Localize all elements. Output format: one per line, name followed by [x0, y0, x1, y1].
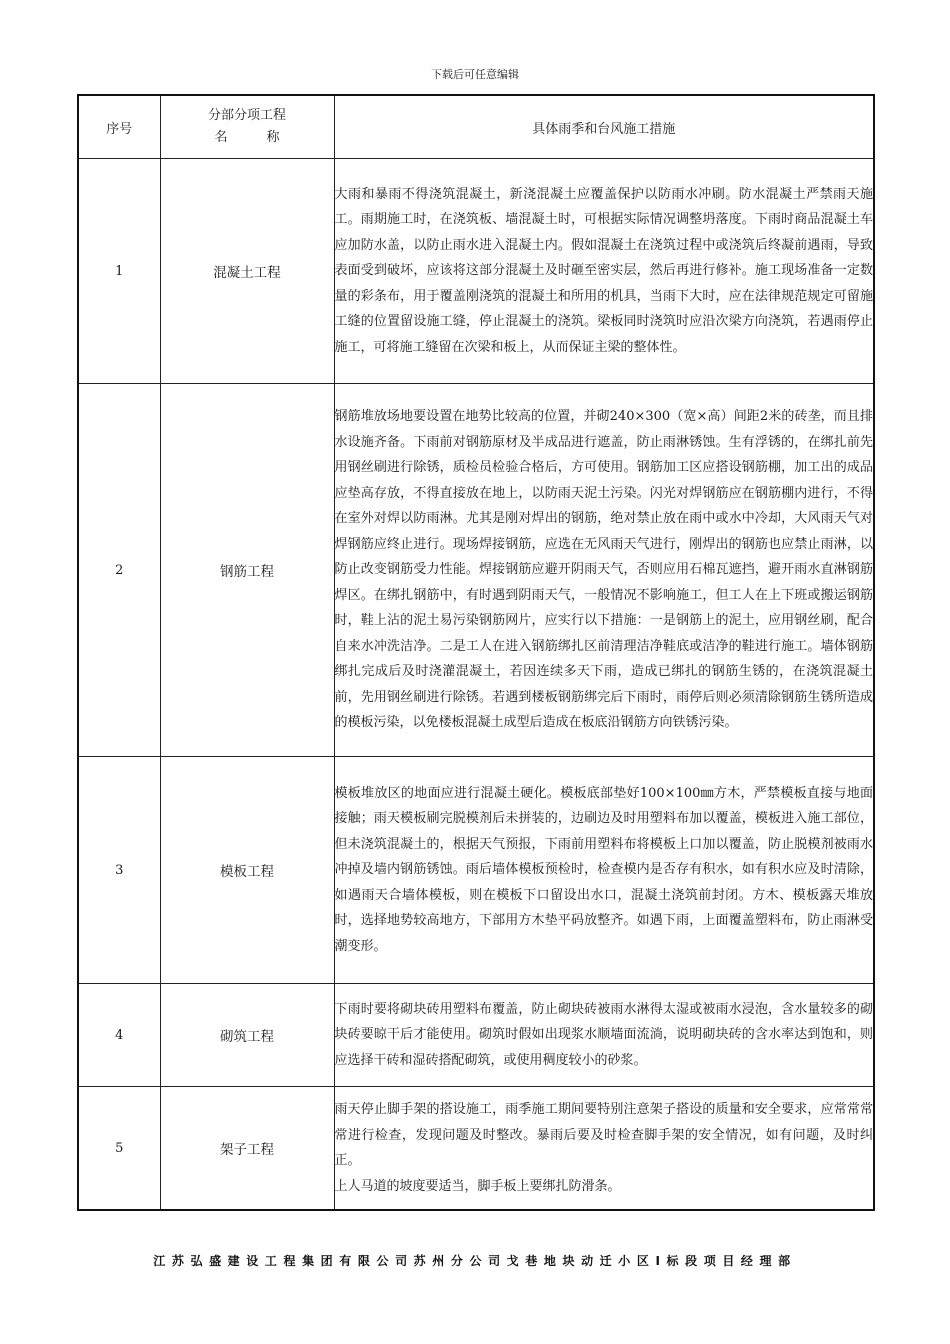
row-seq: 5: [78, 1087, 160, 1211]
row-name: 架子工程: [160, 1087, 334, 1211]
row-name: 砌筑工程: [160, 984, 334, 1087]
row-name: 模板工程: [160, 757, 334, 984]
header-name-line1: 分部分项工程: [207, 108, 286, 123]
table-row: [78, 384, 874, 757]
row-seq: 3: [78, 757, 160, 984]
row-measures: [334, 1087, 874, 1211]
row-measures: [334, 384, 874, 757]
row-seq: 1: [78, 159, 160, 384]
table-header-row: [78, 95, 874, 159]
measure-paragraph: 上人马道的坡度要适当，脚手板上要绑扎防滑条。: [334, 1178, 621, 1194]
construction-measures-table: [77, 94, 875, 1211]
row-measures: [334, 984, 874, 1087]
row-name: 混凝土工程: [160, 159, 334, 384]
measure-paragraph: 钢筋堆放场地要设置在地势比较高的位置，并砌240×300（宽×高）间距2米的砖垄，而且排水设施齐备。下雨前对钢筋原材及半成品进行遮盖，防止雨淋锈蚀。生有浮锈的，在绑扎前先用钢丝刷进行除锈，质检员检验合格后，方可使用。钢筋加工区应搭设钢筋棚，加工出的成品应垫高存放，不得直接放在地上，以防雨天泥土污染。闪光对焊钢筋应在钢筋棚内进行，不得在室外对焊以防雨淋。尤其是刚对焊出的钢筋，绝对禁止放在雨中或水中冷却，大风雨天气对焊钢筋应终止进行。现场焊接钢筋，应选在无风雨天气进行，刚焊出的钢筋也应禁止雨淋，以防止改变钢筋受力性能。焊接钢筋应避开阴雨天气，否则应用石棉瓦遮挡，避开雨水直淋钢筋焊区。在绑扎钢筋中，有时遇到阴雨天气，一般情况不影响施工，但工人在上下班或搬运钢筋时，鞋上沾的泥土易污染钢筋网片，应实行以下措施：一是钢筋上的泥土，应用钢丝刷，配合自来水冲洗洁净。二是工人在进入钢筋绑扎区前清理洁净鞋底或洁净的鞋进行施工。墙体钢筋绑扎完成后及时浇灌混凝土，若因连续多天下雨，造成已绑扎的钢筋生锈的，在浇筑混凝土前，先用钢丝刷进行除锈。若遇到楼板钢筋绑完后下雨时，雨停后则必须清除钢筋生锈所造成的模板污染，以免楼板混凝土成型后造成在板底沿钢筋方向铁锈污染。: [334, 409, 873, 731]
page-header: 下载后可任意编辑: [431, 68, 519, 81]
header-seq: 序号: [78, 95, 160, 159]
measure-paragraph: 模板堆放区的地面应进行混凝土硬化。模板底部垫好100×100㎜方木，严禁模板直接与地面接触；雨天模板刷完脱模剂后未拼装的，边刷边及时用塑料布加以覆盖，模板进入施工部位，但未浇筑混凝土的，根据天气预报，下雨前用塑料布将模板上口加以覆盖，防止脱模剂被雨水冲掉及墙内钢筋锈蚀。雨后墙体模板预检时，检查模内是否存有积水，如有积水应及时清除，如遇雨天合墙体模板，则在模板下口留设出水口，混凝土浇筑前封闭。方木、模板露天堆放时，选择地势较高地方，下部用方木垫平码放整齐。如遇下雨，上面覆盖塑料布，防止雨淋受潮变形。: [334, 785, 873, 954]
row-measures: [334, 159, 874, 384]
header-name-line2: 名 称: [214, 130, 280, 145]
row-seq: 4: [78, 984, 160, 1087]
row-name: 钢筋工程: [160, 384, 334, 757]
table-row: [78, 984, 874, 1087]
measure-paragraph: 下雨时要将砌块砖用塑料布覆盖，防止砌块砖被雨水淋得太湿或被雨水浸泡，含水量较多的砌块砖要晾干后才能使用。砌筑时假如出现浆水顺墙面流淌，说明砌块砖的含水率达到饱和，则应选择干砖和湿砖搭配砌筑，或使用稠度较小的砂浆。: [334, 1001, 873, 1068]
header-name: [160, 95, 334, 159]
table-row: [78, 1087, 874, 1211]
row-measures: [334, 757, 874, 984]
header-measures: 具体雨季和台风施工措施: [334, 95, 874, 159]
table-row: [78, 159, 874, 384]
page-footer: 江苏弘盛建设工程集团有限公司苏州分公司戈巷地块动迁小区Ⅰ标段项目经理部: [153, 1254, 797, 1268]
measure-paragraph: 大雨和暴雨不得浇筑混凝土，新浇混凝土应覆盖保护以防雨水冲刷。防水混凝土严禁雨天施工。雨期施工时，在浇筑板、墙混凝土时，可根据实际情况调整坍落度。下雨时商品混凝土车应加防水盖，以防止雨水进入混凝土内。假如混凝土在浇筑过程中或浇筑后终凝前遇雨，导致表面受到破坏，应该将这部分混凝土及时砸至密实层，然后再进行修补。施工现场准备一定数量的彩条布，用于覆盖刚浇筑的混凝土和所用的机具，当雨下大时，应在法律规范规定可留施工缝的位置留设施工缝，停止混凝土的浇筑。梁板同时浇筑时应沿次梁方向浇筑，若遇雨停止施工，可将施工缝留在次梁和板上，从而保证主梁的整体性。: [334, 186, 873, 355]
measure-paragraph: 雨天停止脚手架的搭设施工，雨季施工期间要特别注意架子搭设的质量和安全要求，应常常常常进行检查，发现问题及时整改。暴雨后要及时检查脚手架的安全情况，如有问题，及时纠正。: [334, 1102, 873, 1168]
row-seq: 2: [78, 384, 160, 757]
table-row: [78, 757, 874, 984]
